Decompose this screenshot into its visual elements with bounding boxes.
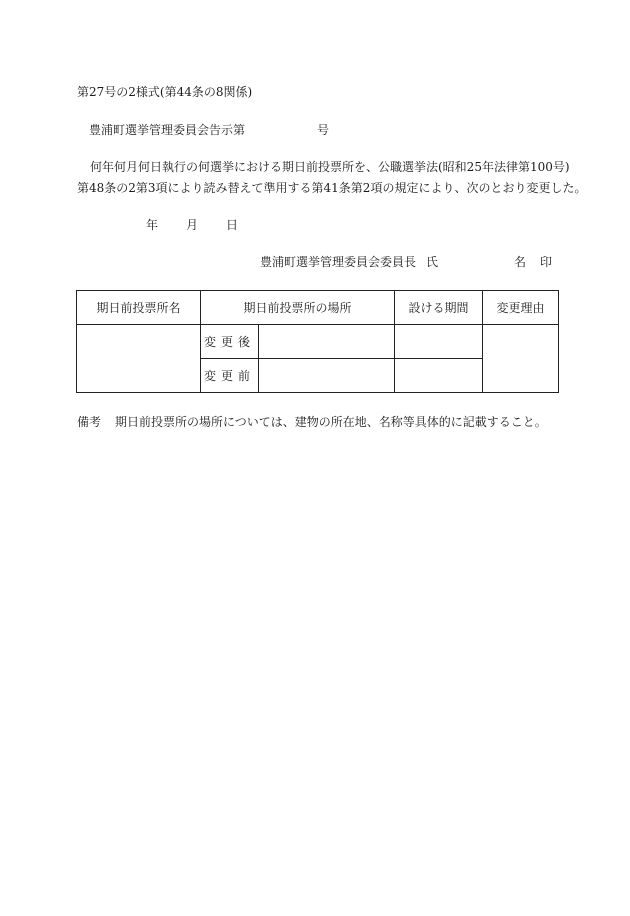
remarks-label: 備考 (77, 415, 102, 429)
period-before-cell[interactable] (395, 359, 483, 393)
header-period: 設ける期間 (395, 291, 483, 325)
signature-family-name-label: 氏 (426, 255, 439, 269)
table-row-after (77, 325, 559, 359)
location-name-cell[interactable] (77, 325, 201, 393)
signature-title: 豊浦町選挙管理委員会委員長 (260, 255, 417, 269)
place-before-cell[interactable] (259, 359, 395, 393)
body-text-line-2: 第48条の2第3項により読み替えて準用する第41条第2項の規定により、次のとおり変更した。 (77, 181, 587, 195)
period-after-cell[interactable] (395, 325, 483, 359)
header-location-place: 期日前投票所の場所 (201, 291, 395, 325)
signature-line (260, 254, 552, 270)
form-number: 第27号の2様式(第44条の8関係) (77, 85, 253, 99)
notice-title-suffix: 号 (317, 123, 330, 137)
header-reason: 変更理由 (483, 291, 559, 325)
date-line (146, 217, 238, 233)
row-label-after: 変更後 (201, 325, 259, 359)
place-after-cell[interactable] (259, 325, 395, 359)
signature-seal-label: 印 (540, 255, 553, 269)
row-label-before: 変更前 (201, 359, 259, 393)
table-header-row (77, 291, 559, 325)
date-year-label: 年 (146, 218, 159, 232)
body-text-line-1: 何年何月何日執行の何選挙における期日前投票所を、公職選挙法(昭和25年法律第100号) (90, 160, 570, 174)
header-location-name: 期日前投票所名 (77, 291, 201, 325)
remarks-text: 期日前投票所の場所については、建物の所在地、名称等具体的に記載すること。 (115, 415, 547, 429)
notice-title-prefix: 豊浦町選挙管理委員会告示第 (89, 123, 246, 137)
date-month-label: 月 (186, 218, 199, 232)
signature-given-name-label: 名 (514, 255, 527, 269)
reason-cell[interactable] (483, 325, 559, 393)
change-table (76, 290, 559, 393)
date-day-label: 日 (226, 218, 239, 232)
remarks (77, 414, 547, 430)
notice-title (89, 122, 329, 138)
